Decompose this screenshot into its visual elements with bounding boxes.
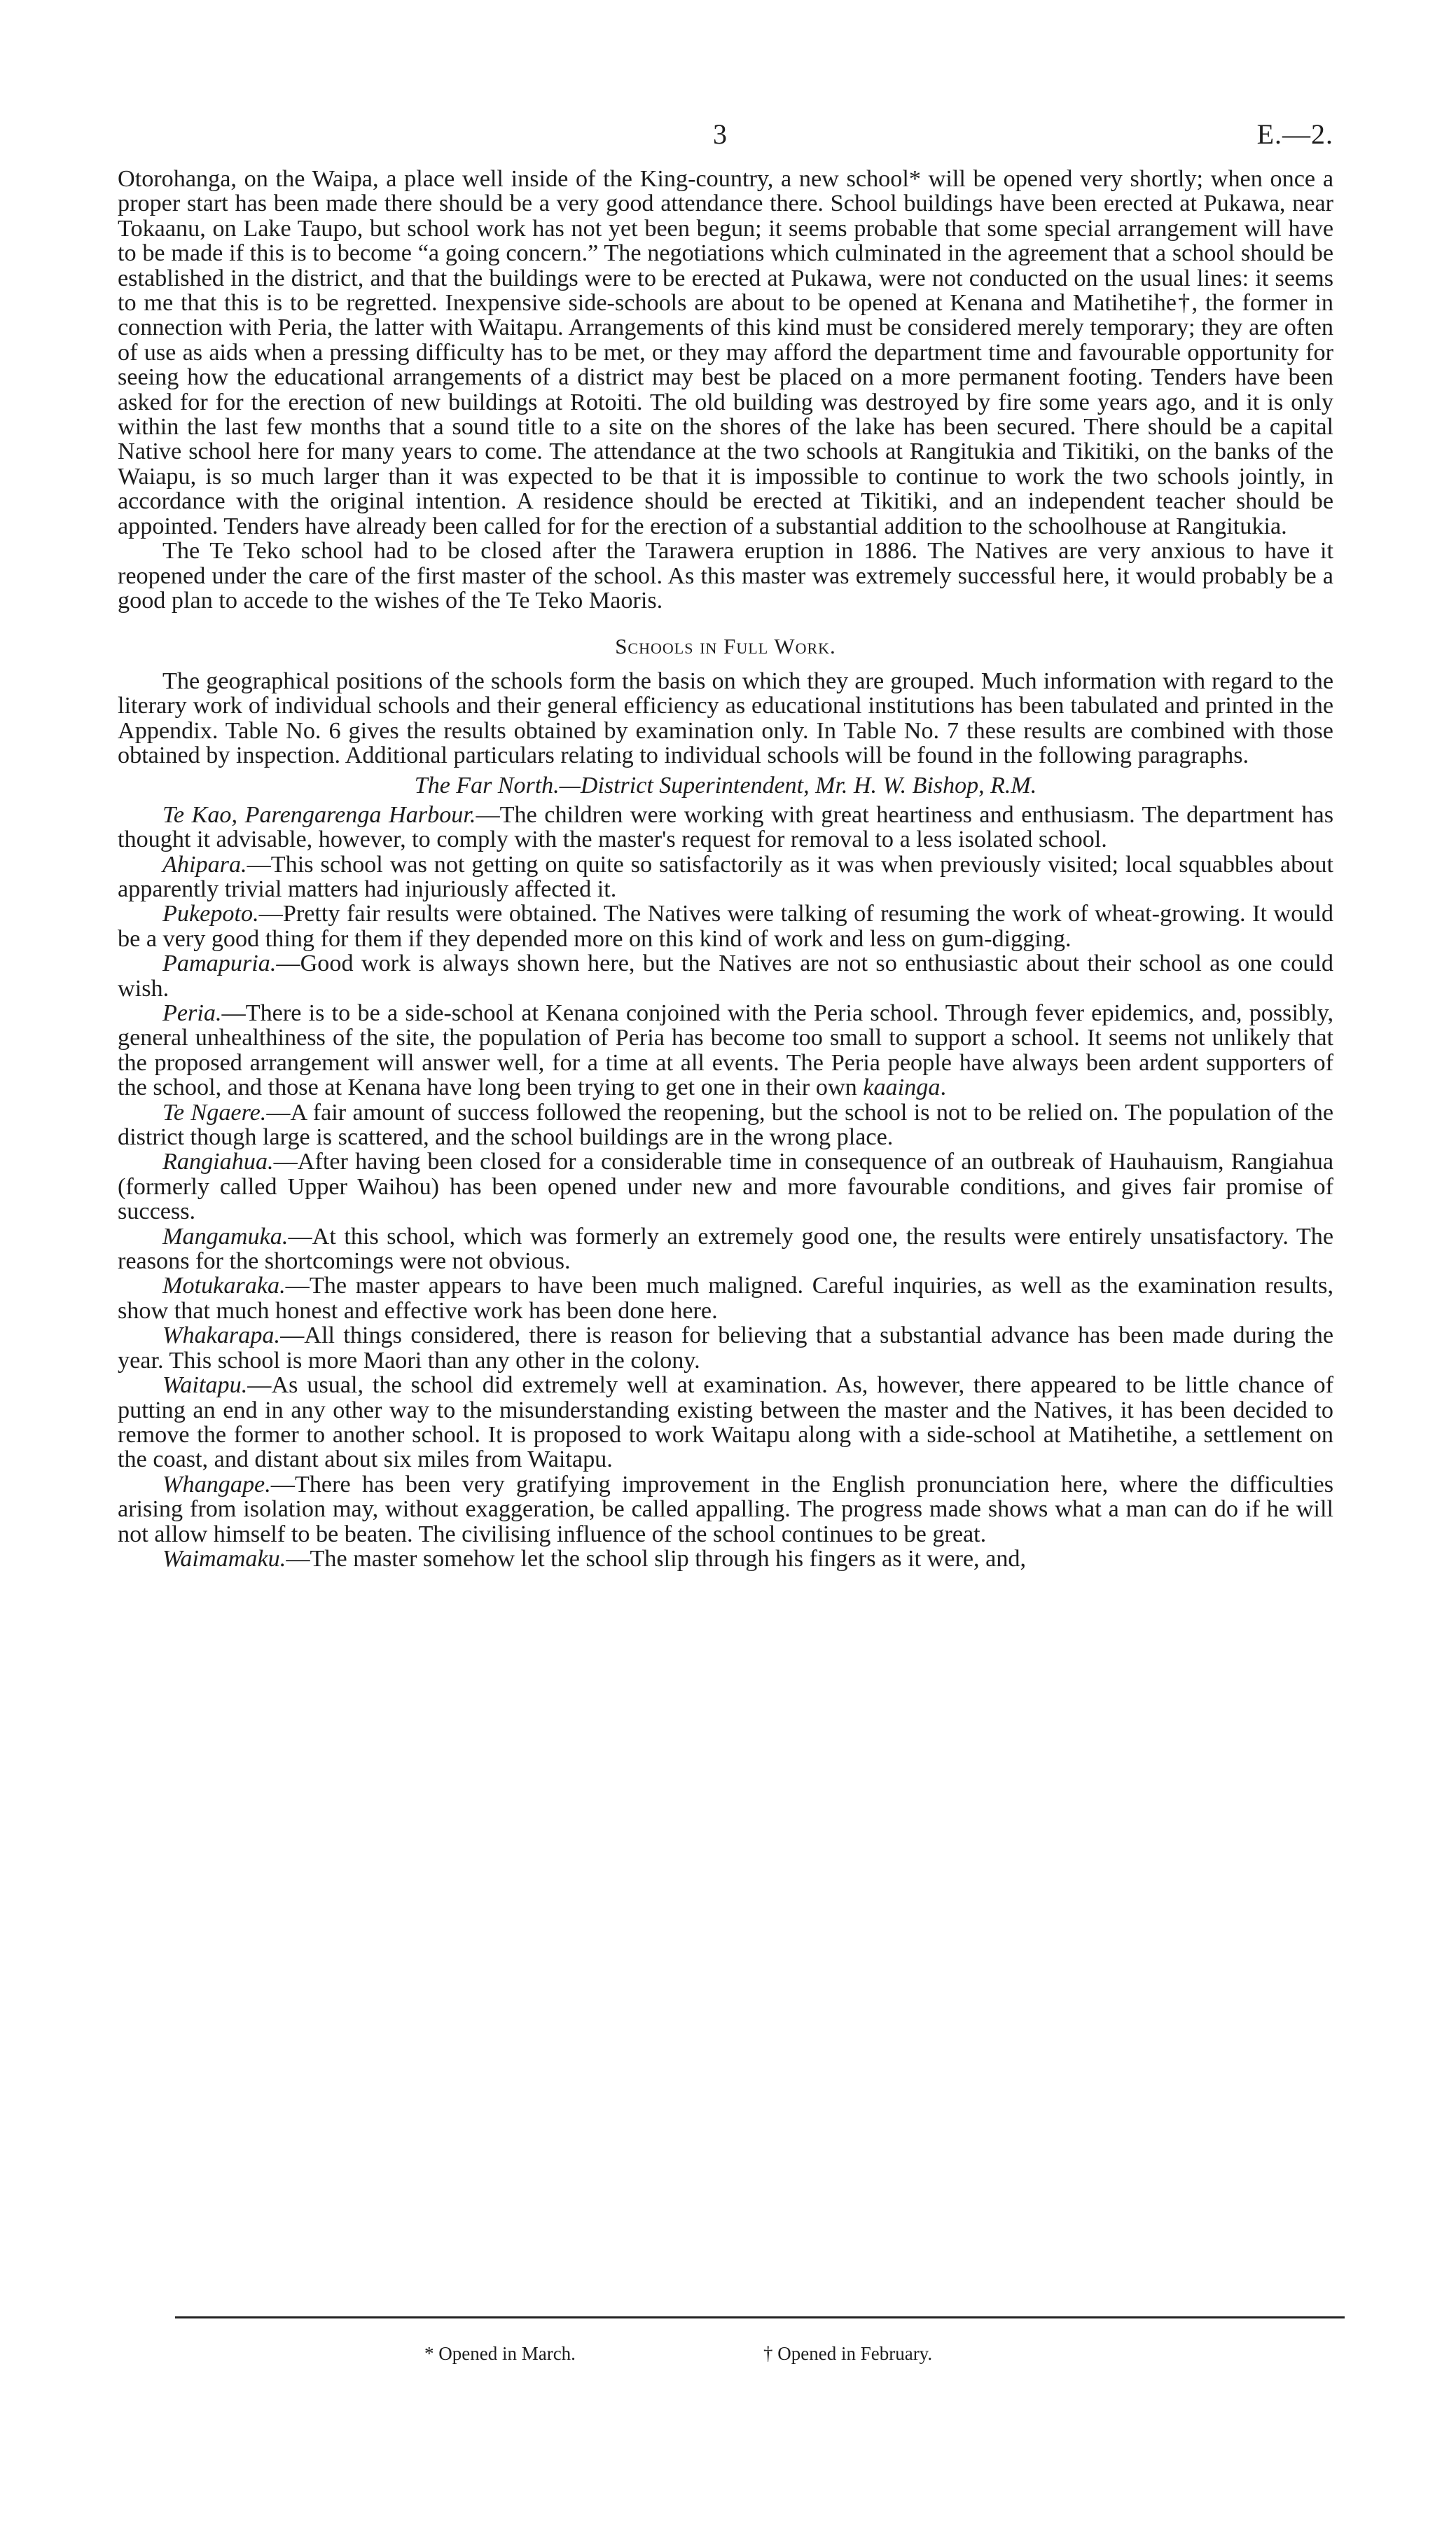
school-text: —There is to be a side-school at Kenana conjoined with the Peria school. Through fever epidemics, and, possibly, general unhealthiness of the site, the population of Peria has become too small to support a school. It seems not unlikely that the proposed arrangement will answer well, for a time at all events. The Peria people have always been ardent supporters of the school, and those at Kenana have long been trying to get one in their own [118,1000,1333,1101]
page-header [118,118,1333,167]
footnote-1: * Opened in March. [424,2343,576,2364]
school-name: Whakarapa. [162,1322,281,1349]
school-entry [118,1373,1333,1472]
school-entry [118,852,1333,902]
school-text: —After having been closed for a considerable time in consequence of an outbreak of Hauhauism, Rangiahua (formerly called Upper Waihou) has been opened under new and more favourable conditions, and gives fair promise of success. [118,1149,1333,1225]
school-name: Pamapuria. [162,951,277,977]
school-name: Motukaraka. [162,1273,286,1299]
school-name: Mangamuka. [162,1223,289,1250]
school-name: Waimamaku. [162,1545,286,1572]
page [118,118,1333,1571]
school-text: —This school was not getting on quite so satisfactorily as it was when previously visited; local squabbles about apparently trivial matters had injuriously affected it. [118,851,1333,902]
school-entry [118,1472,1333,1547]
school-name: Whangape. [162,1471,271,1498]
school-text: —A fair amount of success followed the reopening, but the school is not to be relied on. The population of the district though large is scattered, and the school buildings are in the wrong place. [118,1099,1333,1151]
section-heading: Schools in Full Work. [615,634,836,659]
school-entry [118,901,1333,951]
school-name: Te Kao, Parengarenga Harbour. [162,801,476,828]
section-paragraph: The geographical positions of the schools form the basis on which they are grouped. Much information with regard to the literary work of individual schools and their general efficiency as educational institutions has been tabulated and printed in the Appendix. Table No. 6 gives the results obtained by examination only. In Table No. 7 these results are combined with those obtained by inspection. Additional particulars relating to individual schools will be found in the following paragraphs. [118,668,1333,768]
school-text: —There has been very gratifying improvement in the English pronunciation here, where the difficulties arising from isolation may, without exaggeration, be called appalling. The progress made shows what a man can do if he will not allow himself to be beaten. The civilising influence of the school continues to be great. [118,1471,1333,1547]
school-name: Te Ngaere. [162,1099,267,1126]
school-name: Peria. [162,1000,222,1026]
school-text: —At this school, which was formerly an extremely good one, the results were entirely unsatisfactory. The reasons for the shortcomings were not obvious. [118,1223,1333,1275]
school-entry [118,951,1333,1001]
school-text: —The master appears to have been much maligned. Careful inquiries, as well as the examination results, show that much honest and effective work has been done here. [118,1273,1333,1324]
school-text: —All things considered, there is reason for believing that a substantial advance has been made during the year. This school is more Maori than any other in the colony. [118,1322,1333,1374]
school-text: —The children were working with great heartiness and enthusiasm. The department has thought it advisable, however, to comply with the master's request for removal to a less isolated school. [118,801,1333,853]
school-text: —Pretty fair results were obtained. The Natives were talking of resuming the work of wheat-growing. It would be a very good thing for them if they depended more on this kind of work and less on gum-digging. [118,901,1333,952]
school-entry [118,1001,1333,1100]
school-text: —As usual, the school did extremely well at examination. As, however, there appeared to be little chance of putting an end in any other way to the misunderstanding existing between the master and the Natives, it has been decided to remove the former to another school. It is proposed to work Waitapu along with a side-school at Matihetihe, a settlement on the coast, and distant about six miles from Waitapu. [118,1372,1333,1473]
school-entry [118,1323,1333,1373]
school-text-tail: . [940,1074,946,1101]
school-name: Pukepoto. [162,901,259,927]
intro-paragraph-2: The Te Teko school had to be closed after the Tarawera eruption in 1886. The Natives are very anxious to have it reopened under the care of the first master of the school. As this master was extremely successful here, it would probably be a good plan to accede to the wishes of the Te Teko Maoris. [118,538,1333,614]
school-entry [118,1100,1333,1150]
body-text [118,167,1333,1571]
school-list [118,803,1333,1572]
school-entry [118,1224,1333,1274]
page-number: 3 [713,118,727,150]
district-heading: The Far North.—District Superintendent, Mr. H. W. Bishop, R.M. [414,773,1037,799]
school-entry [118,1273,1333,1323]
school-text-italic: kaainga [863,1074,941,1101]
school-name: Ahipara. [162,851,247,878]
footnote-divider [175,2316,1345,2318]
school-entry [118,1547,1333,1571]
document-reference: E.—2. [1256,118,1333,150]
intro-paragraph-1: Otorohanga, on the Waipa, a place well inside of the King-country, a new school* will be opened very shortly; when once a proper start has been made there should be a very good attendance there. School buildings have been erected at Pukawa, near Tokaanu, on Lake Taupo, but school work has not yet been begun; it seems probable that some special arrangement will have to be made if this is to become “a going concern.” The negotiations which culminated in the agreement that a school should be established in the district, and that the buildings were to be erected at Pukawa, were not conducted on the usual lines: it seems to me that this is to be regretted. Inexpensive side-schools are about to be opened at Kenana and Matihetihe†, the former in connection with Peria, the latter with Waitapu. Arrangements of this kind must be considered merely temporary; they are often of use as aids when a pressing difficulty has to be met, or they may afford the department time and favourable opportunity for seeing how the educational arrangements of a district may best be placed on a more permanent footing. Tenders have been asked for for the erection of new buildings at Rotoiti. The old building was destroyed by fire some years ago, and it is only within the last few months that a sound title to a site on the shores of the lake has been secured. There should be a capital Native school here for many years to come. The attendance at the two schools at Rangitukia and Tikitiki, on the banks of the Waiapu, is so much larger than it was expected to be that it is impossible to continue to work the two schools jointly, in accordance with the original intention. A residence should be erected at Tikitiki, and an independent teacher should be appointed. Tenders have already been called for for the erection of a substantial addition to the schoolhouse at Rangitukia. [118,166,1333,539]
school-text: —Good work is always shown here, but the Natives are not so enthusiastic about their school as one could wish. [118,951,1333,1002]
school-entry [118,1149,1333,1224]
school-entry [118,803,1333,852]
school-text: —The master somehow let the school slip through his fingers as it were, and, [286,1545,1027,1572]
school-name: Waitapu. [162,1372,248,1399]
school-name: Rangiahua. [162,1149,274,1175]
footnote-2: † Opened in February. [763,2343,933,2364]
